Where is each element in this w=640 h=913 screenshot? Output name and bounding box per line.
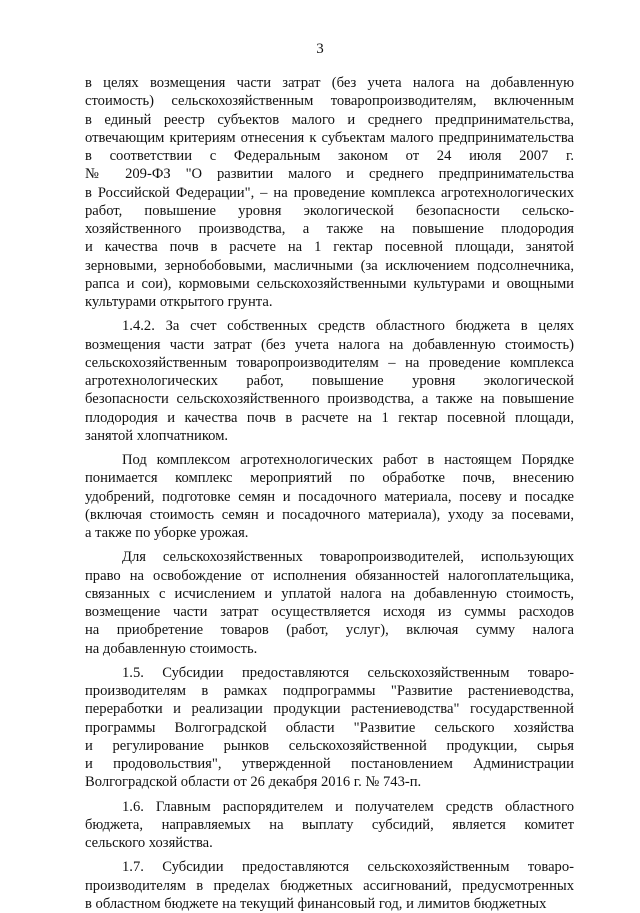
text-line: работ, повышение уровня экологической безопасности сельско-: [85, 202, 574, 219]
text-line: переработки и реализации продукции растениеводства" государственной: [85, 701, 574, 718]
text-line: и качества почв в расчете на 1 гектар посевной площади, занятой: [85, 239, 574, 256]
text-line: рапса и сои), кормовыми сельскохозяйственными культурами и овощными: [85, 275, 574, 292]
text-line: и регулирование рынков сельскохозяйственной продукции, сырья: [85, 737, 574, 754]
text-line: 1.6. Главным распорядителем и получателем средств областного: [122, 798, 574, 815]
text-line: на приобретение товаров (работ, услуг), включая сумму налога: [85, 622, 574, 639]
text-line: связанных с исчислением и уплатой налога на добавленную стоимость,: [85, 585, 574, 602]
text-line: возмещение части затрат осуществляется исходя из суммы расходов: [85, 604, 574, 620]
text-line: 1.5. Субсидии предоставляются сельскохозяйственным товаро-: [122, 664, 574, 681]
text-line: сельского хозяйства.: [85, 835, 213, 851]
paragraph: [85, 798, 574, 853]
text-line: 1.7. Субсидии предоставляются сельскохозяйственным товаро-: [122, 859, 574, 876]
text-line: удобрений, подготовке семян и посадочного материала, посеву и посадке: [85, 488, 574, 505]
text-line: Под комплексом агротехнологических работ в настоящем Порядке: [122, 452, 574, 468]
text-line: а также по уборке урожая.: [85, 525, 249, 541]
text-line: № 209-ФЗ "О развитии малого и среднего предпринимательства: [85, 166, 574, 183]
text-line: в единый реестр субъектов малого и среднего предпринимательства,: [85, 111, 574, 128]
text-line: на добавленную стоимость.: [85, 640, 258, 657]
text-line: (включая стоимость семян и посадочного материала), уходу за посевами,: [85, 506, 574, 523]
text-line: бюджета, направляемых на выплату субсидий, является комитет: [85, 816, 574, 833]
text-line: Для сельскохозяйственных товаропроизводителей, использующих: [122, 549, 574, 566]
text-line: зерновыми, зернобобовыми, масличными (за исключением подсолнечника,: [85, 257, 574, 274]
text-line: хозяйственного производства, а также на повышение плодородия: [85, 221, 574, 237]
text-line: производителям в пределах бюджетных ассигнований, предусмотренных: [85, 877, 574, 894]
text-line: стоимость) сельскохозяйственным товаропроизводителям, включенным: [85, 93, 574, 110]
text-line: в Российской Федерации", – на проведение комплекса агротехнологических: [85, 184, 574, 201]
text-line: в соответствии с Федеральным законом от 24 июля 2007 г.: [85, 148, 574, 164]
text-line: 1.4.2. За счет собственных средств областного бюджета в целях: [122, 318, 574, 335]
text-line: право на освобождение от исполнения обязанностей налогоплательщика,: [85, 567, 574, 584]
paragraph: [85, 317, 574, 445]
text-line: и продовольствия", утвержденной постановлением Администрации: [85, 756, 574, 772]
text-line: в целях возмещения части затрат (без учета налога на добавленную: [85, 75, 574, 91]
text-line: Волгоградской области от 26 декабря 2016 г. № 743-п.: [85, 774, 422, 791]
page-number: 3: [316, 41, 324, 57]
text-line: отвечающим критериям отнесения к субъектам малого предпринимательства: [85, 129, 574, 146]
paragraph: [85, 548, 574, 658]
text-line: в областном бюджете на текущий финансовый год, и лимитов бюджетных: [85, 895, 547, 912]
paragraph: [85, 664, 574, 792]
paragraph: [85, 451, 574, 542]
text-line: программы Волгоградской области "Развитие сельского хозяйства: [85, 719, 574, 736]
paragraph: [85, 74, 574, 311]
text-line: занятой хлопчатником.: [85, 427, 229, 444]
text-line: культурами открытого грунта.: [85, 294, 273, 310]
text-line: производителям в рамках подпрограммы "Развитие растениеводства,: [85, 683, 574, 699]
text-line: возмещения части затрат (без учета налога на добавленную стоимость): [85, 336, 574, 353]
text-line: сельскохозяйственным товаропроизводителям – на проведение комплекса: [85, 354, 574, 371]
document-body: [85, 74, 574, 913]
text-line: безопасности сельскохозяйственного производства, а также на повышение: [85, 391, 574, 408]
text-line: плодородия и качества почв в расчете на 1 гектар посевной площади,: [85, 409, 574, 426]
text-line: агротехнологических работ, повышение уровня экологической: [85, 373, 574, 389]
text-line: понимается комплекс мероприятий по обработке почв, внесению: [85, 470, 574, 487]
